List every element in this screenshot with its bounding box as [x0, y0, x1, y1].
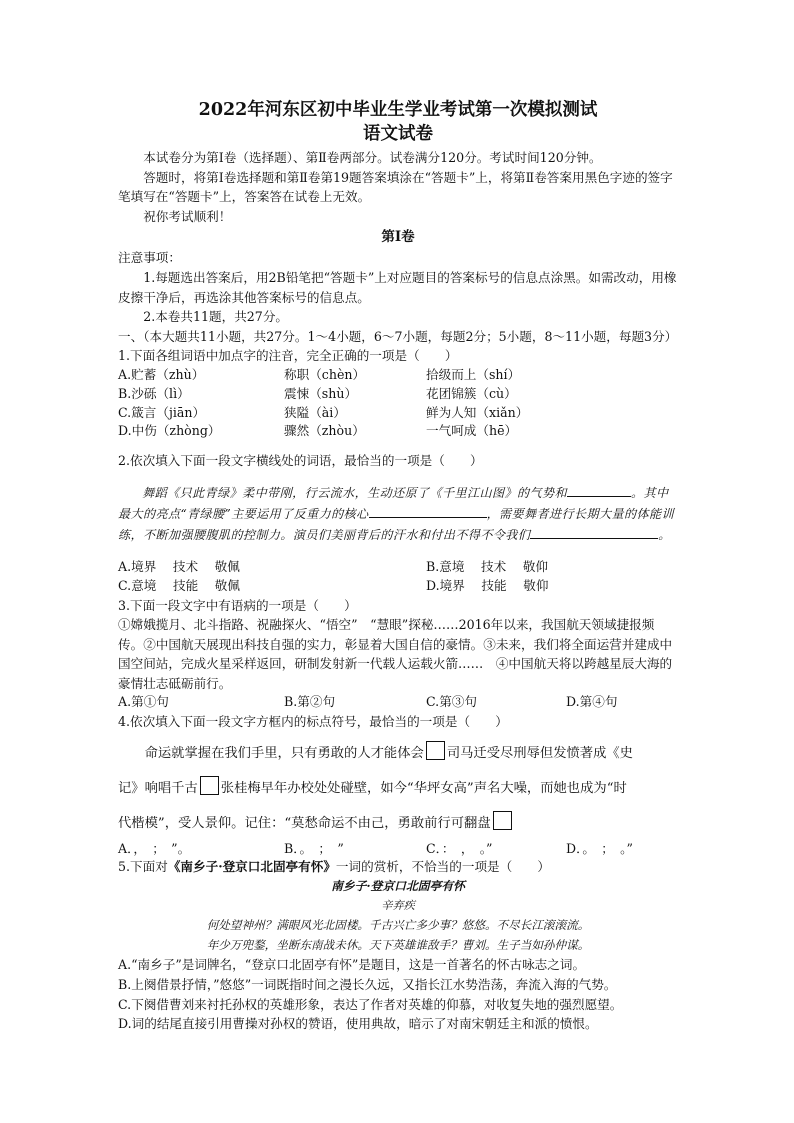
q4-answer-box-2 — [200, 776, 219, 795]
q1-option-d3: 一气呵成（hē） — [426, 423, 518, 439]
q5-stem-post: 一词的赏析，不恰当的一项是（ ） — [335, 858, 551, 874]
q3-option-c: C.第③句 — [426, 694, 477, 710]
q4-text-1: 命运就掌握在我们手里，只有勇敢的人才能体会 — [144, 745, 424, 761]
q4-answer-box-3 — [493, 811, 512, 830]
q5-option-b: B.上阕借景抒情，”悠悠”一词既指时间之漫长久远，又指长江水势浩荡，奔流入海的气势。 — [118, 977, 617, 993]
q4-option-a: A．， ； ”。 — [118, 840, 191, 856]
q3-stem: 3.下面一段文字中有语病的一项是（ ） — [118, 597, 357, 613]
exam-title: 2022年河东区初中毕业生学业考试第一次模拟测试 — [198, 100, 598, 120]
q4-option-b: B．。 ； ” — [284, 840, 344, 856]
q5-stem — [118, 857, 678, 877]
q3-option-d: D.第④句 — [566, 694, 618, 710]
q4-options — [118, 841, 678, 857]
q2-text-4: 。 — [658, 527, 671, 542]
q1-option-b1: B.沙砾（lì） — [118, 385, 190, 401]
intro-wish: 祝你考试顺利！ — [143, 208, 232, 224]
q3-options — [118, 693, 678, 712]
poem-title: 南乡子·登京口北固亭有怀 — [331, 879, 465, 894]
q1-option-a3: 拾级而上（shí） — [426, 366, 521, 382]
q2-option-b: B.意境 技术 敬仰 — [426, 558, 549, 574]
q2-text-1: 舞蹈《只此青绿》柔中带刚，行云流水，生动还原了《千里江山图》的气势和 — [142, 485, 567, 500]
note-2: 2.本卷共11题，共27分。 — [143, 309, 289, 325]
q1-option-c2: 狭隘（ài） — [284, 404, 346, 420]
q2-blank-2 — [369, 504, 487, 518]
q2-blank-1 — [567, 483, 631, 497]
q1-option-a1: A.贮蓄（zhù） — [118, 366, 205, 382]
notes-heading: 注意事项： — [118, 250, 181, 266]
q2-stem: 2.依次填入下面一段文字横线处的词语，最恰当的一项是（ ） — [118, 453, 483, 469]
q4-passage-line-1 — [118, 736, 678, 771]
q4-option-c: C．： ， 。” — [426, 840, 493, 856]
q2-text-2: 。其中最大的亮点“青绿腰”主要运用了反重力的核心 — [118, 485, 669, 521]
q1-option-c1: C.箴言（jiān） — [118, 404, 206, 420]
q1-stem: 1.下面各组词语中加点字的注音，完全正确的一项是（ ） — [118, 348, 458, 364]
q5-option-d: D.词的结尾直接引用曹操对孙权的赞语，使用典故，暗示了对南宋朝廷主和派的愤恨。 — [118, 1016, 598, 1032]
note-1: 1.每题选出答案后，用2B铅笔把“答题卡”上对应题目的答案标号的信息点涂黑。如需改动，用橡皮擦干净后，再选涂其他答案标号的信息点。 — [118, 269, 677, 305]
q1-option-d1: D.中伤（zhòng） — [118, 423, 221, 439]
q4-text-2: 司马迁受尽刑辱但发愤著成《史 — [446, 745, 633, 761]
q5-option-c: C.下阕借曹刘来衬托孙权的英雄形象，表达了作者对英雄的仰慕，对收复失地的强烈愿望。 — [118, 996, 623, 1012]
q2-text-3: ，需要舞者进行长期大量的体能训练，不断加强腰腹肌的控制力。演员们美丽背后的汗水和付出不得不令我们 — [118, 506, 674, 542]
q4-text-5: 代楷模”，受人景仰。记住：“莫愁命运不由己，勇敢前行可翻盘 — [118, 815, 491, 831]
q3-option-b: B.第②句 — [284, 694, 336, 710]
q1-option-b2: 震悚（shù） — [284, 385, 358, 401]
q2-passage — [118, 483, 678, 546]
q4-passage-line-3 — [118, 806, 678, 841]
intro-paragraph-2: 答题时，将第Ⅰ卷选择题和第Ⅱ卷第19题答案填涂在“答题卡”上，将第Ⅱ卷答案用黑色字迹的签字笔填写在“答题卡”上，答案答在试卷上无效。 — [118, 169, 673, 205]
q3-option-a: A.第①句 — [118, 694, 169, 710]
poem-author: 辛弃疾 — [381, 899, 415, 913]
section-title: 第Ⅰ卷 — [381, 229, 415, 246]
q5-stem-pre: 5.下面对 — [118, 858, 168, 874]
q1-option-a2: 称职（chèn） — [284, 366, 366, 382]
q4-passage-line-2 — [118, 771, 678, 806]
q1-option-c3: 鲜为人知（xiǎn） — [426, 404, 529, 420]
q4-answer-box-1 — [426, 741, 445, 760]
poem-line-2: 年少万兜鍪，坐断东南战未休。天下英雄谁敌手？曹刘。生子当如孙仲谋。 — [206, 938, 590, 953]
q1-option-d2: 骤然（zhòu） — [284, 423, 365, 439]
q4-option-d: D．。 ； 。” — [566, 840, 633, 856]
exam-subtitle: 语文试卷 — [363, 124, 433, 144]
intro-paragraph-1: 本试卷分为第Ⅰ卷（选择题）、第Ⅱ卷两部分。试卷满分120分。考试时间120分钟。 — [143, 150, 602, 165]
q3-passage: ①嫦娥揽月、北斗指路、祝融探火、“悟空” “慧眼”探秘……2016年以来，我国航天领域捷报频传。②中国航天展现出科技自强的实力，彰显着大国自信的豪情。③未来，我们将全面运营并建成中国空间站，完成火星采样返回，研制发射新一代载人运载火箭…… ④中国航天将以跨越星辰大海的豪情壮志砥砺前行。 — [118, 617, 673, 691]
q2-option-c: C.意境 技能 敬佩 — [118, 577, 240, 593]
exam-page — [118, 98, 678, 1034]
q5-option-a: A.“南乡子”是词牌名，“登京口北固亭有怀”是题目，这是一首著名的怀古咏志之词。 — [118, 957, 586, 973]
poem-line-1: 何处望神州？满眼风光北固楼。千古兴亡多少事？悠悠。不尽长江滚滚流。 — [206, 918, 590, 933]
q5-stem-title: 《南乡子·登京口北固亭有怀》 — [167, 858, 336, 874]
q2-option-a: A.境界 技术 敬佩 — [118, 558, 240, 574]
part-header: 一、（本大题共11小题，共27分。1～4小题，6～7小题，每题2分；5小题，8～11小题，每题3分） — [118, 328, 678, 344]
q1-option-b3: 花团锦簇（cù） — [426, 385, 517, 401]
q4-stem: 4.依次填入下面一段文字方框内的标点符号，最恰当的一项是（ ） — [118, 714, 508, 730]
q4-text-3: 记》响唱千古 — [118, 780, 198, 796]
q4-text-4: 张桂梅早年办校处处碰壁，如今“华坪女高”声名大噪，而她也成为“时 — [220, 780, 627, 796]
q2-options — [118, 558, 678, 596]
q2-option-d: D.境界 技能 敬仰 — [426, 577, 549, 593]
q2-blank-3 — [530, 525, 658, 539]
q1-options — [118, 366, 678, 441]
